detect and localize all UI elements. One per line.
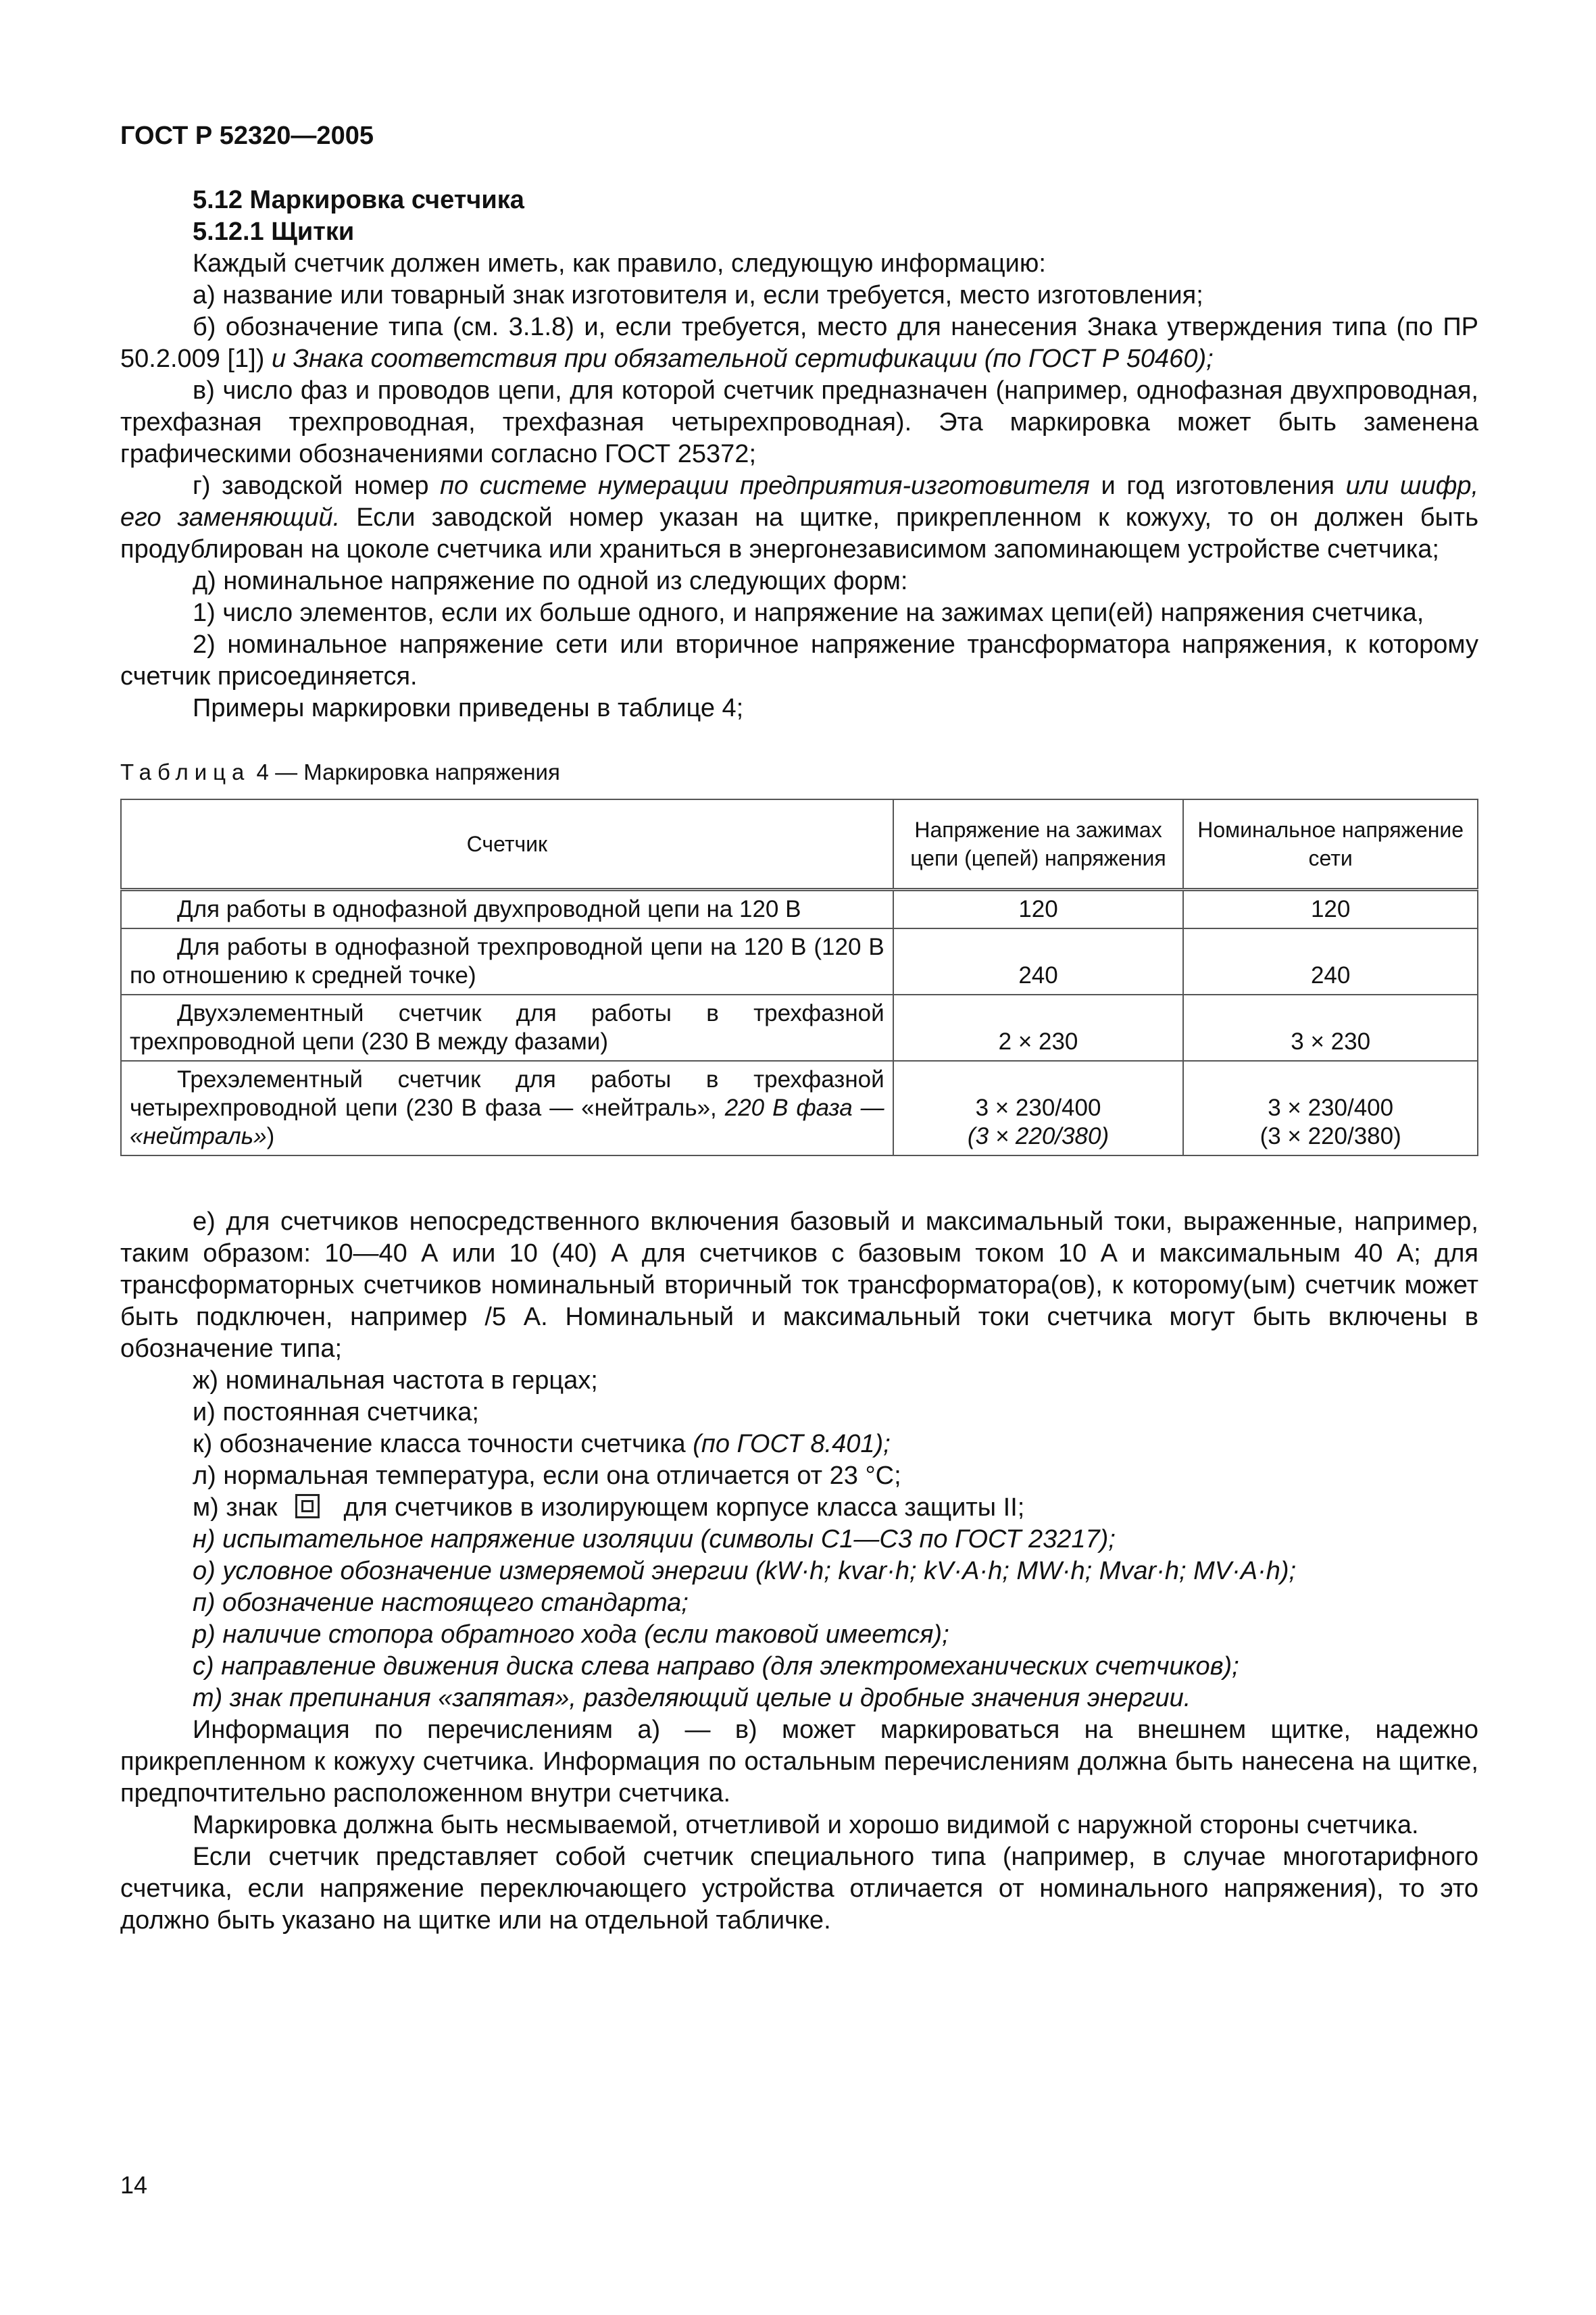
row-desc-a: Трехэлементный счетчик для работы в трехфазной четырехпроводной цепи (230 В фаза — «нейтраль», [130,1066,884,1121]
subsection-heading: 5.12.1 Щитки [193,218,355,246]
item-l: л) нормальная температура, если она отличается от 23 °С; [193,1462,901,1490]
table-row [121,995,1478,1061]
row-v1 [893,1061,1184,1155]
item-b-italic: и Знака соответствия при обязательной сертификации (по ГОСТ Р 50460); [264,345,1214,373]
row-v2-a: 3 × 230/400 [1268,1095,1394,1121]
document-page [120,122,1478,1937]
paragraph-marking: Маркировка должна быть несмываемой, отчетливой и хорошо видимой с наружной стороны счетчика. [193,1811,1419,1839]
header-meter: Счетчик [121,799,893,890]
header-terminal-voltage: Напряжение на зажимах цепи (цепей) напряжения [893,799,1184,890]
table-caption-rest: 4 — Маркировка напряжения [250,760,560,785]
item-e: е) для счетчиков непосредственного включения базовый и максимальный токи, выраженные, например, таким образом: 10—40 А или 10 (40) А для счетчиков с базовым током 10 А и максимальным 40 А; для трансформаторных счетчиков номинальный вторичный ток трансформатора(ов), к которому(ым) счетчик может быть подключен, например /5 А. Номинальный и максимальный токи счетчика могут быть включены в обозначение типа; [120,1208,1478,1363]
row-v2 [1183,1061,1478,1155]
item-g [120,470,1478,566]
row-v1-b: (3 × 220/380) [967,1123,1109,1149]
row-v1-a: 3 × 230/400 [975,1095,1101,1121]
table-row [121,1061,1478,1155]
item-s: с) направление движения диска слева направо (для электромеханических счетчиков); [193,1652,1239,1681]
section-heading: 5.12 Маркировка счетчика [193,186,524,214]
item-m-1: м) знак [193,1493,278,1522]
item-k-1: к) обозначение класса точности счетчика [193,1430,693,1458]
row-v1: 120 [893,890,1184,929]
item-g-4: или шифр, его заменяющий. [120,472,1479,532]
item-m [120,1492,1478,1524]
item-d: д) номинальное напряжение по одной из следующих форм: [193,567,908,595]
item-g-5: Если заводской номер указан на щитке, прикрепленном к кожуху, то он должен быть продублирован на цоколе счетчика или храниться в энергонезависимом запоминающем устройстве счетчика; [120,503,1478,564]
item-t: т) знак препинания «запятая», разделяющий целые и дробные значения энергии. [193,1684,1191,1712]
row-v2: 3 × 230 [1183,995,1478,1061]
item-r: р) наличие стопора обратного хода (если таковой имеется); [193,1620,949,1649]
table-row [121,890,1478,929]
examples-note: Примеры маркировки приведены в таблице 4; [193,694,744,722]
document-header: ГОСТ Р 52320—2005 [120,122,374,150]
header-nominal-voltage: Номинальное напряжение сети [1183,799,1478,890]
item-p: п) обозначение настоящего стандарта; [193,1589,689,1617]
table-caption [120,760,1478,785]
row-desc-b: 220 В фаза — «нейтраль» [130,1095,884,1149]
row-desc-c: ) [266,1123,275,1149]
item-m-2: для счетчиков в изолирующем корпусе класса защиты II; [343,1493,1025,1522]
item-a: а) название или товарный знак изготовителя и, если требуется, место изготовления; [193,281,1203,309]
table-caption-prefix: Таблица [120,760,251,785]
row-desc [121,1061,893,1155]
paragraph-info: Информация по перечислениям а) — в) может маркироваться на внешнем щитке, надежно прикрепленном к кожуху счетчика. Информация по остальным перечислениям должна быть нанесена на щитке, предпочтительно расположенном внутри счетчика. [120,1716,1478,1808]
items-block [120,1206,1478,1937]
item-v: в) число фаз и проводов цепи, для которой счетчик предназначен (например, однофазная двухпроводная, трехфазная трехпроводная, трехфазная четырехпроводная). Эта маркировка может быть заменена графическими обозначениями согласно ГОСТ 25372; [120,376,1478,468]
row-v1: 2 × 230 [893,995,1184,1061]
voltage-marking-table [120,799,1478,1156]
item-d1: 1) число элементов, если их больше одного, и напряжение на зажимах цепи(ей) напряжения счетчика, [193,599,1424,627]
item-k [120,1428,1478,1460]
item-o: о) условное обозначение измеряемой энергии (kW·h; kvar·h; kV·A·h; MW·h; Mvar·h; MV·A·h); [193,1557,1297,1585]
item-n: н) испытательное напряжение изоляции (символы С1—С3 по ГОСТ 23217); [193,1525,1116,1553]
item-d2: 2) номинальное напряжение сети или вторичное напряжение трансформатора напряжения, к которому счетчик присоединяется. [120,630,1478,691]
item-g-2: по системе нумерации предприятия-изготовителя [440,472,1090,500]
table-row [121,928,1478,995]
item-g-3: и год изготовления [1089,472,1346,500]
paragraph-special: Если счетчик представляет собой счетчик специального типа (например, в случае многотарифного счетчика, если напряжение переключающего устройства отличается от номинального напряжения), то это должно быть указано на щитке или на отдельной табличке. [120,1843,1478,1935]
row-v2-b: (3 × 220/380) [1260,1123,1401,1149]
item-zh: ж) номинальная частота в герцах; [193,1366,598,1395]
row-v1: 240 [893,928,1184,995]
item-b [120,312,1478,375]
row-desc: Двухэлементный счетчик для работы в трехфазной трехпроводной цепи (230 В между фазами) [121,995,893,1061]
item-g-1: г) заводской номер [193,472,441,500]
row-desc: Для работы в однофазной трехпроводной цепи на 120 В (120 В по отношению к средней точке) [121,928,893,995]
item-b-text: б) обозначение типа (см. 3.1.8) и, если требуется, место для нанесения Знака утверждения типа (по ПР 50.2.009 [1]) [120,313,1478,373]
item-i: и) постоянная счетчика; [193,1398,479,1426]
double-square-icon [295,1494,320,1518]
table-header-row [121,799,1478,890]
item-k-2: (по ГОСТ 8.401); [693,1430,891,1458]
row-desc: Для работы в однофазной двухпроводной цепи на 120 В [121,890,893,929]
paragraph-intro: Каждый счетчик должен иметь, как правило, следующую информацию: [193,249,1046,278]
row-v2: 240 [1183,928,1478,995]
page-number: 14 [120,2171,148,2199]
row-v2: 120 [1183,890,1478,929]
